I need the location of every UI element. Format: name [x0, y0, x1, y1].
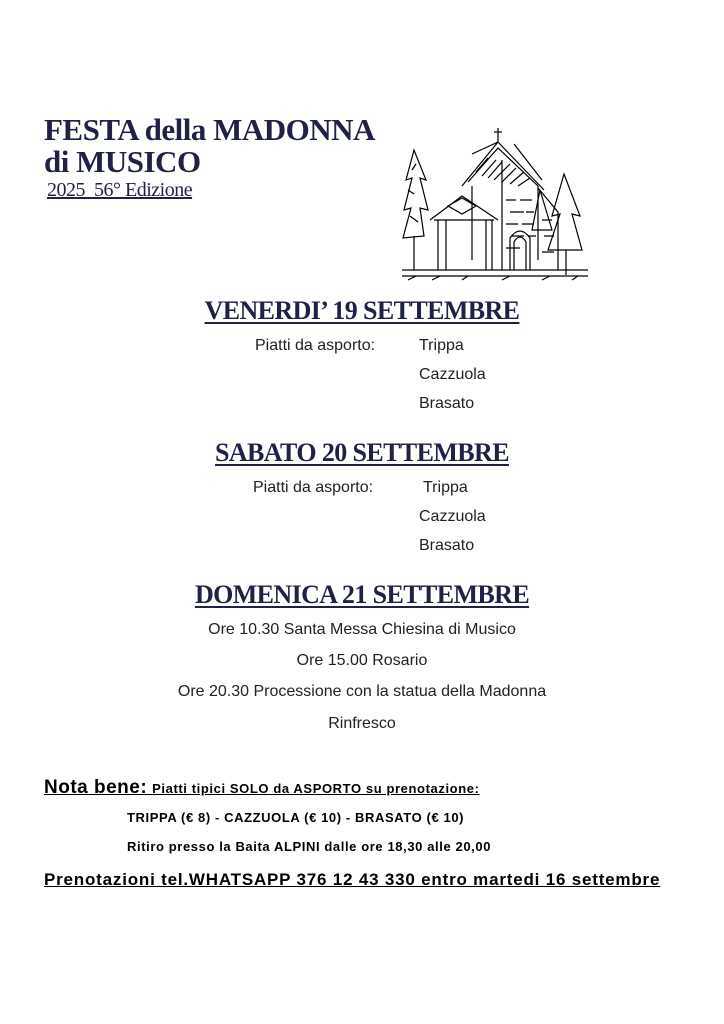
- prices-line: TRIPPA (€ 8) - CAZZUOLA (€ 10) - BRASATO (€ 10): [127, 810, 465, 825]
- event-item: Ore 20.30 Processione con la statua della Madonna: [177, 683, 547, 700]
- edition-label: 2025 56° Edizione: [47, 179, 193, 201]
- dish-item: Brasato: [419, 537, 475, 554]
- nota-text: Piatti tipici SOLO da ASPORTO su prenotazione:: [152, 781, 480, 796]
- pickup-line: Ritiro presso la Baita ALPINI dalle ore 18,30 alle 20,00: [127, 839, 492, 854]
- dish-item: Trippa: [423, 479, 468, 496]
- event-item: Rinfresco: [328, 715, 396, 732]
- title-line-2: di MUSICO: [44, 144, 201, 179]
- day-heading-sunday: DOMENICA 21 SETTEMBRE: [194, 580, 530, 609]
- chapel-illustration: [402, 120, 588, 282]
- event-item: Ore 15.00 Rosario: [296, 652, 428, 669]
- nota-bene: [44, 777, 480, 799]
- menu-label-saturday: Piatti da asporto:: [253, 479, 374, 496]
- booking-line: Prenotazioni tel.WHATSAPP 376 12 43 330 entro martedi 16 settembre: [44, 870, 661, 889]
- dish-item: Cazzuola: [419, 366, 486, 383]
- dish-item: Cazzuola: [419, 508, 486, 525]
- day-heading-friday: VENERDI’ 19 SETTEMBRE: [204, 296, 520, 325]
- dish-item: Brasato: [419, 395, 475, 412]
- day-heading-saturday: SABATO 20 SETTEMBRE: [215, 438, 509, 467]
- dish-item: Trippa: [419, 337, 464, 354]
- menu-label-friday: Piatti da asporto:: [255, 337, 376, 354]
- nota-label: Nota bene:: [44, 777, 148, 798]
- page-title: [44, 114, 375, 178]
- title-line-1: FESTA della MADONNA: [44, 112, 375, 147]
- event-item: Ore 10.30 Santa Messa Chiesina di Musico: [208, 621, 516, 638]
